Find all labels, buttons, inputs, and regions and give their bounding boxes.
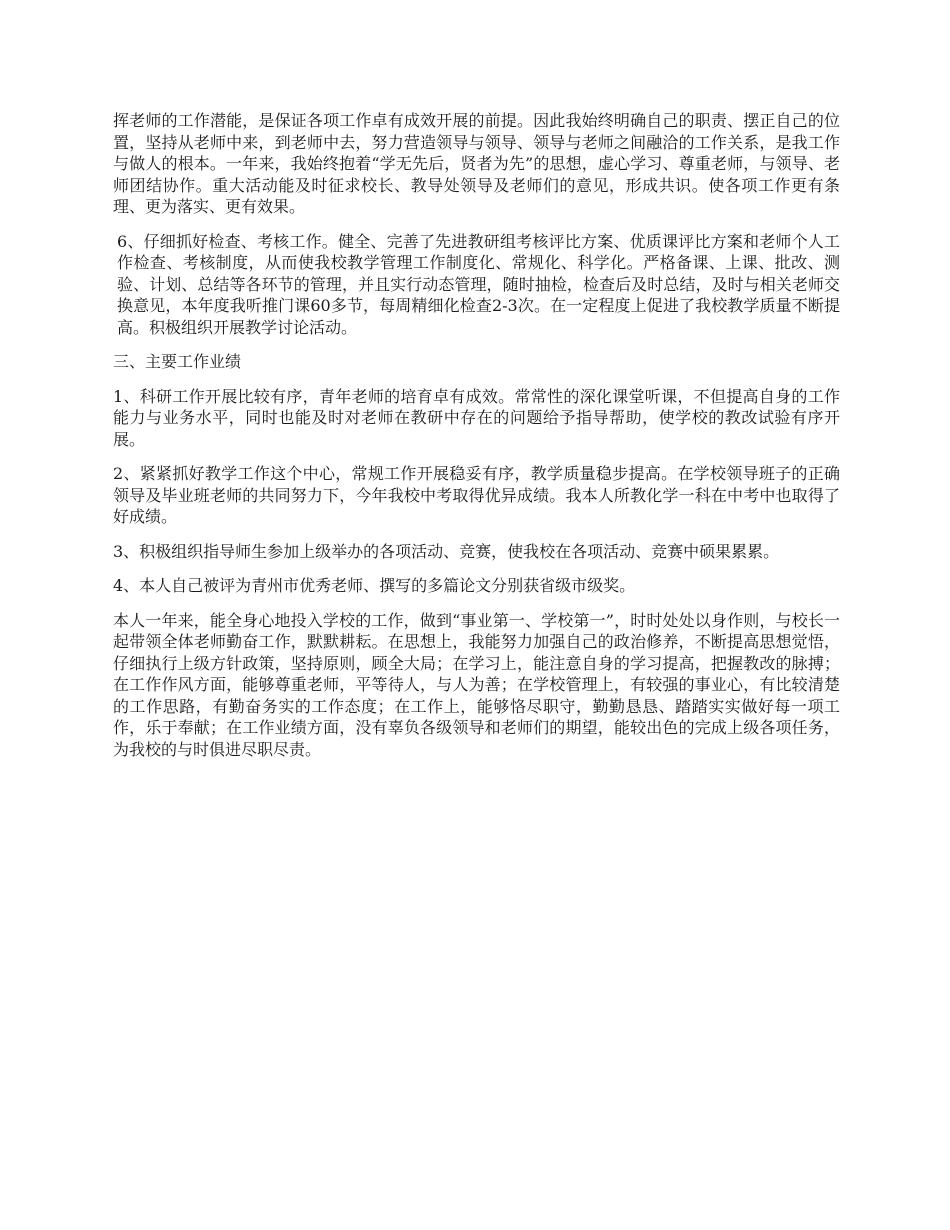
- paragraph-leadership-relations: 挥老师的工作潜能，是保证各项工作卓有成效开展的前提。因此我始终明确自己的职责、摆正自己的位置，坚持从老师中来，到老师中去，努力营造领导与领导、领导与老师之间融洽的工作关系，是我工作与做人的根本。一年来，我始终抱着“学无先后，贤者为先”的思想，虚心学习、尊重老师，与领导、老师团结协作。重大活动能及时征求校长、教导处领导及老师们的意见，形成共识。使各项工作更有条理、更为落实、更有效果。: [113, 111, 840, 216]
- paragraph-inspection-assessment: 6、仔细抓好检查、考核工作。健全、完善了先进教研组考核评比方案、优质课评比方案和老师个人工作检查、考核制度，从而使我校教学管理工作制度化、常规化、科学化。严格备课、上课、批改、测验、计划、总结等各环节的管理，并且实行动态管理，随时抽检，检查后及时总结，及时与相关老师交换意见，本年度我听推门课60多节，每周精细化检查2-3次。在一定程度上促进了我校教学质量不断提高。积极组织开展教学讨论活动。: [117, 231, 840, 337]
- paragraph-summary: 本人一年来，能全身心地投入学校的工作，做到“事业第一、学校第一”，时时处处以身作则，与校长一起带领全体老师勤奋工作，默默耕耘。在思想上，我能努力加强自己的政治修养，不断提高思想觉悟，仔细执行上级方针政策，坚持原则，顾全大局；在学习上，能注意自身的学习提高，把握教改的脉搏；在工作作风方面，能够尊重老师，平等待人，与人为善；在学校管理上，有较强的事业心，有比较清楚的工作思路，有勤奋务实的工作态度；在工作上，能够恪尽职守，勤勤恳恳、踏踏实实做好每一项工作，乐于奉献；在工作业绩方面，没有辜负各级领导和老师们的期望，能较出色的完成上级各项任务，为我校的与时俱进尽职尽责。: [113, 610, 840, 759]
- section-heading-main-achievements: 三、主要工作业绩: [113, 352, 242, 371]
- paragraph-achievement-awards: 4、本人自己被评为青州市优秀老师、撰写的多篇论文分别获省级市级奖。: [113, 576, 636, 595]
- paragraph-achievement-research: 1、科研工作开展比较有序，青年老师的培育卓有成效。常常性的深化课堂听课，不但提高自身的工作能力与业务水平，同时也能及时对老师在教研中存在的问题给予指导帮助，使学校的教改试验有序开展。: [113, 386, 840, 449]
- paragraph-achievement-competitions: 3、积极组织指导师生参加上级举办的各项活动、竞赛，使我校在各项活动、竞赛中硕果累累。: [113, 541, 780, 561]
- document-body: [113, 110, 840, 773]
- paragraph-achievement-teaching: 2、紧紧抓好教学工作这个中心，常规工作开展稳妥有序，教学质量稳步提高。在学校领导班子的正确领导及毕业班老师的共同努力下，今年我校中考取得优异成绩。我本人所教化学一科在中考中也取得了好成绩。: [113, 464, 840, 526]
